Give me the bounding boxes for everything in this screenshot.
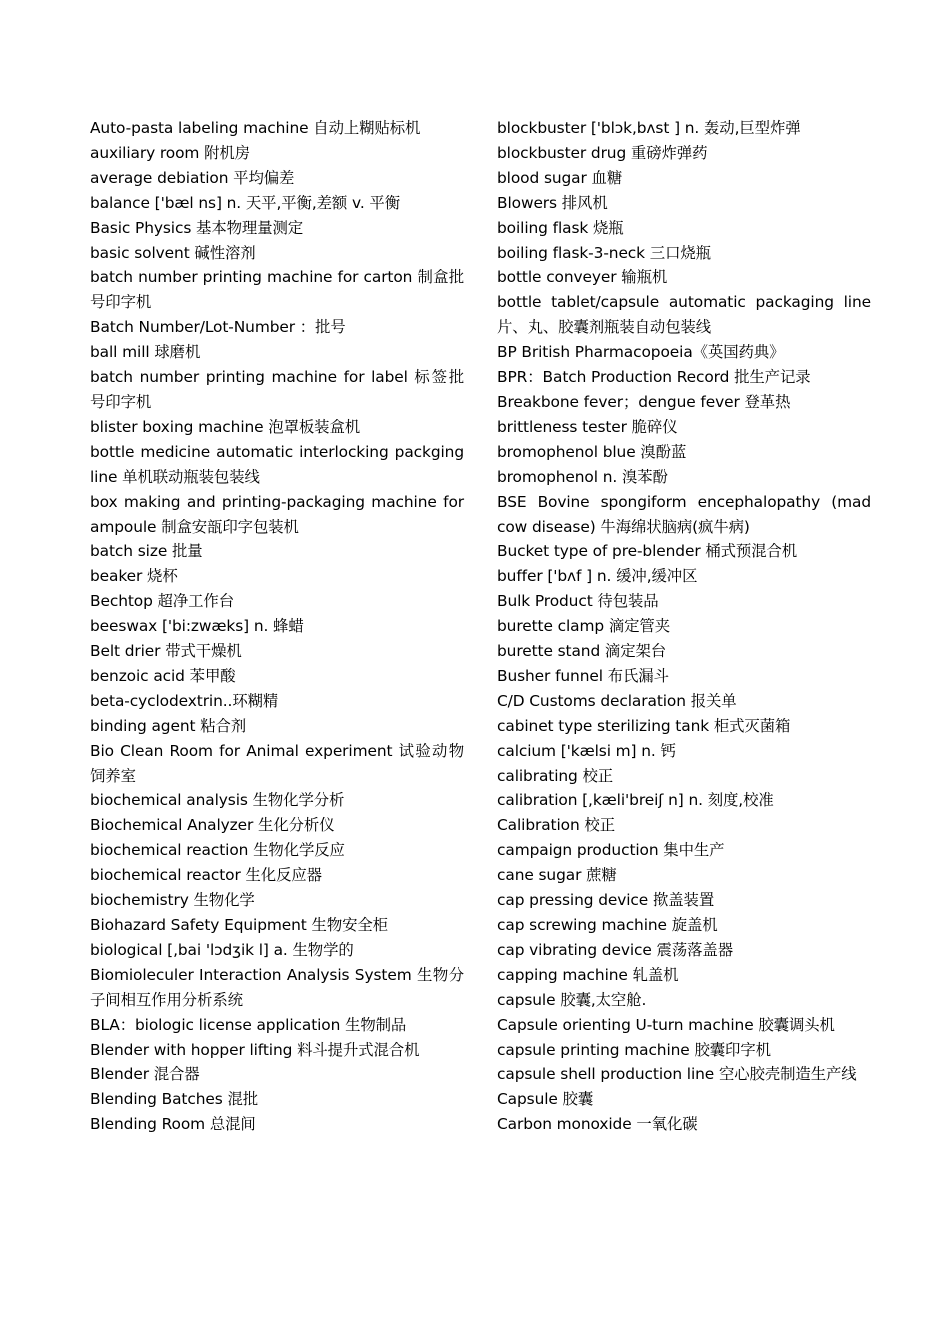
glossary-entry: Breakbone fever；dengue fever 登革热	[497, 392, 791, 411]
glossary-entry: C/D Customs declaration 报关单	[497, 691, 737, 710]
glossary-entry: cane sugar 蔗糖	[497, 866, 617, 885]
glossary-entry: biochemical analysis 生物化学分析	[90, 791, 345, 810]
glossary-right-column	[497, 116, 871, 1137]
glossary-entry: Auto-pasta labeling machine 自动上糊贴标机	[90, 119, 421, 137]
glossary-entry: Bechtop 超净工作台	[90, 592, 235, 611]
glossary-entry: capsule 胶囊,太空舱.	[497, 990, 647, 1009]
glossary-entry: Blending Room 总混间	[90, 1115, 256, 1134]
glossary-entry: calibration [,kæli'breiʃ n] n. 刻度,校准	[497, 791, 774, 810]
glossary-entry: cap pressing device 揿盖装置	[497, 891, 715, 910]
glossary-entry: basic solvent 碱性溶剂	[90, 243, 256, 262]
glossary-entry: Capsule orienting U-turn machine 胶囊调头机	[497, 1015, 835, 1034]
glossary-entry: batch size 批量	[90, 542, 203, 561]
glossary-left-column	[90, 116, 464, 1137]
glossary-entry: cabinet type sterilizing tank 柜式灭菌箱	[497, 716, 791, 735]
glossary-entry: blister boxing machine 泡罩板装盒机	[90, 417, 361, 436]
glossary-entry: blockbuster ['blɔk,bʌst ] n. 轰动,巨型炸弹	[497, 119, 801, 137]
glossary-entry: beeswax ['bi:zwæks] n. 蜂蜡	[90, 617, 304, 636]
glossary-entry: Blowers 排风机	[497, 193, 608, 212]
glossary-entry: Biohazard Safety Equipment 生物安全柜	[90, 916, 388, 934]
glossary-entry: brittleness tester 脆碎仪	[497, 417, 678, 436]
glossary-entry: BPR：Batch Production Record 批生产记录	[497, 368, 811, 387]
glossary-entry: Blender with hopper lifting 料斗提升式混合机	[90, 1040, 420, 1059]
glossary-entry: burette stand 滴定架台	[497, 642, 667, 661]
glossary-entry: blood sugar 血糖	[497, 168, 623, 187]
glossary-entry: bottle conveyer 输瓶机	[497, 268, 668, 287]
glossary-entry: blockbuster drug 重磅炸弹药	[497, 143, 708, 162]
glossary-entry: buffer ['bʌf ] n. 缓冲,缓冲区	[497, 567, 698, 586]
glossary-entry: batch number printing machine for label 标签批号印字机	[90, 368, 464, 411]
glossary-entry: binding agent 粘合剂	[90, 716, 247, 735]
glossary-entry: capsule printing machine 胶囊印字机	[497, 1040, 771, 1059]
glossary-entry: burette clamp 滴定管夹	[497, 617, 670, 636]
glossary-entry: biochemical reactor 生化反应器	[90, 866, 322, 885]
glossary-entry: cap screwing machine 旋盖机	[497, 916, 718, 934]
glossary-entry: calibrating 校正	[497, 766, 614, 785]
glossary-entry: box making and printing-packaging machine for ampoule 制盒安瓿印字包装机	[90, 492, 464, 536]
glossary-entry: Belt drier 带式干燥机	[90, 642, 242, 661]
glossary-entry: bottle tablet/capsule automatic packaging line 片、丸、胶囊剂瓶装自动包装线	[497, 293, 871, 337]
glossary-entry: Calibration 校正	[497, 816, 616, 835]
glossary-entry: capsule shell production line 空心胶壳制造生产线	[497, 1065, 857, 1084]
glossary-entry: cap vibrating device 震荡落盖器	[497, 940, 733, 959]
glossary-entry: BLA：biologic license application 生物制品	[90, 1015, 407, 1034]
glossary-entry: biochemistry 生物化学	[90, 891, 255, 910]
glossary-entry: Biochemical Analyzer 生化分析仪	[90, 816, 335, 835]
glossary-entry: average debiation 平均偏差	[90, 168, 295, 187]
glossary-entry: campaign production 集中生产	[497, 841, 725, 860]
glossary-entry: benzoic acid 苯甲酸	[90, 666, 236, 685]
glossary-entry: calcium ['kælsi m] n. 钙	[497, 741, 676, 760]
glossary-entry: batch number printing machine for carton 制盒批号印字机	[90, 268, 464, 312]
glossary-entry: BP British Pharmacopoeia《英国药典》	[497, 343, 785, 362]
glossary-entry: bottle medicine automatic interlocking packging line 单机联动瓶装包装线	[90, 442, 464, 486]
glossary-entry: biological [,bai 'lɔdʒik l] a. 生物学的	[90, 940, 354, 959]
glossary-entry: ball mill 球磨机	[90, 343, 201, 362]
glossary-entry: balance ['bæl ns] n. 天平,平衡,差额 v. 平衡	[90, 193, 400, 212]
glossary-entry: BSE Bovine spongiform encephalopathy (mad cow disease) 牛海绵状脑病(疯牛病)	[497, 492, 871, 536]
glossary-entry: Busher funnel 布氏漏斗	[497, 666, 669, 685]
glossary-entry: beaker 烧杯	[90, 567, 178, 586]
glossary-entry: boiling flask 烧瓶	[497, 218, 624, 237]
glossary-entry: Basic Physics 基本物理量测定	[90, 218, 304, 237]
glossary-entry: boiling flask-3-neck 三口烧瓶	[497, 243, 711, 262]
glossary-entry: Carbon monoxide 一氧化碳	[497, 1115, 698, 1134]
glossary-entry: Bucket type of pre-blender 桶式预混合机	[497, 542, 798, 561]
glossary-entry: bromophenol blue 溴酚蓝	[497, 442, 687, 461]
glossary-entry: bromophenol n. 溴苯酚	[497, 467, 668, 486]
glossary-entry: Biomioleculer Interaction Analysis System 生物分子间相互作用分析系统	[90, 965, 464, 1009]
glossary-entry: Blender 混合器	[90, 1065, 200, 1084]
glossary-entry: Bio Clean Room for Animal experiment 试验动物饲养室	[90, 741, 464, 785]
glossary-entry: auxiliary room 附机房	[90, 143, 250, 162]
glossary-entry: Blending Batches 混批	[90, 1090, 259, 1109]
glossary-entry: beta-cyclodextrin..环糊精	[90, 691, 279, 710]
glossary-entry: biochemical reaction 生物化学反应	[90, 841, 345, 860]
glossary-entry: Capsule 胶囊	[497, 1090, 594, 1109]
glossary-entry: capping machine 轧盖机	[497, 965, 679, 984]
glossary-entry: Batch Number/Lot-Number ：批号	[90, 318, 346, 337]
glossary-entry: Bulk Product 待包装品	[497, 592, 659, 611]
